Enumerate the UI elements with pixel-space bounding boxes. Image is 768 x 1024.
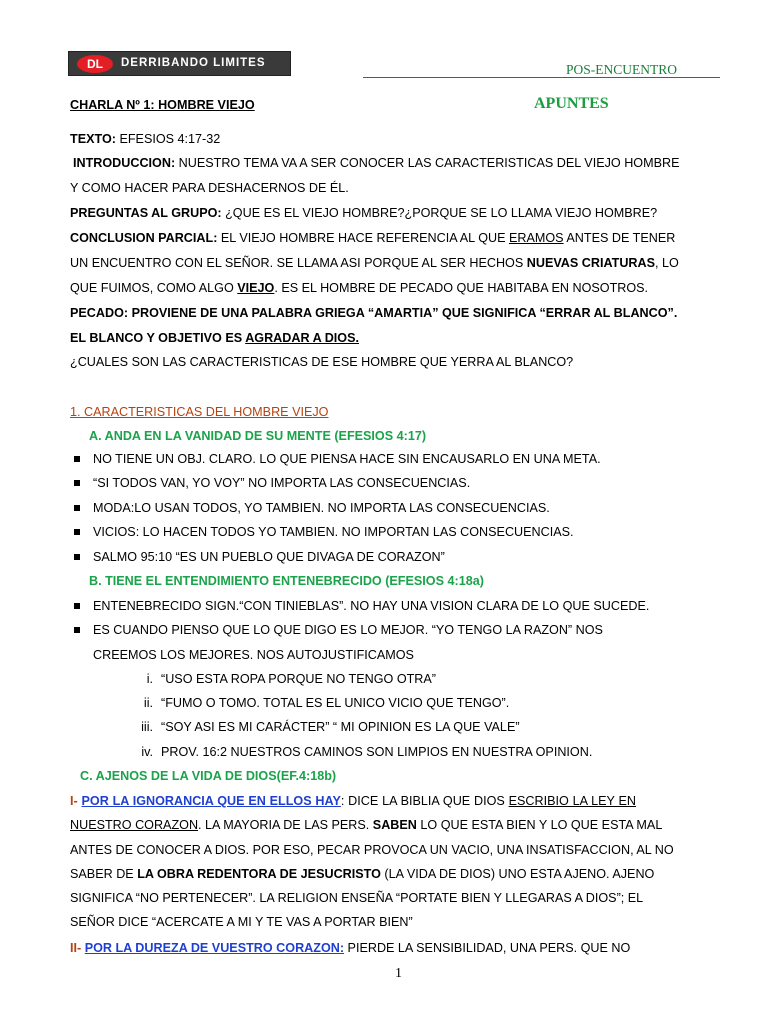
paragraph-text: SABER DE [70, 867, 138, 881]
roman-numeral: iv. [141, 745, 153, 759]
preguntas-label: PREGUNTAS AL GRUPO: [70, 206, 222, 220]
roman-item: “USO ESTA ROPA PORQUE NO TENGO OTRA” [161, 672, 437, 686]
conclusion-text: . ES EL HOMBRE DE PECADO QUE HABITABA EN NOSOTROS. [274, 281, 649, 295]
conclusion-text: ANTES DE TENER [563, 231, 676, 245]
c-paragraph-line-6: SEÑOR DICE “ACERCATE A MI Y TE VAS A PORTAR BIEN” [70, 915, 413, 929]
bullet-marker [74, 554, 80, 560]
agradar-a-dios-underlined: AGRADAR A DIOS. [245, 331, 359, 345]
bullet-item: MODA:LO USAN TODOS, YO TAMBIEN. NO IMPORTA LAS CONSECUENCIAS. [93, 501, 550, 515]
conclusion-text: QUE FUIMOS, COMO ALGO [70, 281, 238, 295]
obra-redentora-bold: LA OBRA REDENTORA DE JESUCRISTO [137, 867, 381, 881]
section-b-title: B. TIENE EL ENTENDIMIENTO ENTENEBRECIDO (EFESIOS 4:18a) [89, 574, 484, 588]
bullet-item: “SI TODOS VAN, YO VOY” NO IMPORTA LAS CONSECUENCIAS. [93, 476, 471, 490]
roman-numeral: i. [146, 672, 153, 686]
intro-line-2: Y COMO HACER PARA DESHACERNOS DE ÉL. [70, 181, 349, 195]
bullet-item-continued: CREEMOS LOS MEJORES. NOS AUTOJUSTIFICAMOS [93, 648, 414, 662]
apuntes-heading: APUNTES [534, 95, 609, 112]
saben-bold: SABEN [372, 818, 417, 832]
bullet-marker [74, 603, 80, 609]
conclusion-text: , LO [655, 256, 679, 270]
bullet-item: ES CUANDO PIENSO QUE LO QUE DIGO ES LO MEJOR. “YO TENGO LA RAZON” NOS [93, 623, 603, 637]
roman-prefix: I- [70, 794, 82, 808]
section-c-title: C. AJENOS DE LA VIDA DE DIOS(EF.4:18b) [80, 769, 337, 783]
roman-prefix: II- [70, 941, 85, 955]
logo [68, 51, 291, 76]
section-a-title: A. ANDA EN LA VANIDAD DE SU MENTE (EFESIOS 4:17) [89, 429, 427, 443]
bullet-marker [74, 480, 80, 486]
underlined-text: ESCRIBIO LA LEY EN [508, 794, 636, 808]
preguntas-value: ¿QUE ES EL VIEJO HOMBRE?¿PORQUE SE LO LLAMA VIEJO HOMBRE? [221, 206, 658, 220]
paragraph-text: (LA VIDA DE DIOS) UNO ESTA AJENO. AJENO [380, 867, 655, 881]
c-paragraph-line-5: SIGNIFICA “NO PERTENECER”. LA RELIGION ENSEÑA “PORTATE BIEN Y LLEGARAS A DIOS”; EL [70, 891, 644, 905]
intro-line-1 [73, 156, 680, 170]
c-paragraph-line-3: ANTES DE CONOCER A DIOS. POR ESO, PECAR PROVOCA UN VACIO, UNA INSATISFACCION, AL NO [70, 843, 674, 857]
bullet-item: NO TIENE UN OBJ. CLARO. LO QUE PIENSA HACE SIN ENCAUSARLO EN UNA META. [93, 452, 601, 466]
bullet-marker [74, 505, 80, 511]
intro-label: INTRODUCCION: [73, 156, 176, 170]
bullet-item: VICIOS: LO HACEN TODOS YO TAMBIEN. NO IMPORTAN LAS CONSECUENCIAS. [93, 525, 574, 539]
bullet-marker [74, 529, 80, 535]
bullet-item: ENTENEBRECIDO SIGN.“CON TINIEBLAS”. NO HAY UNA VISION CLARA DE LO QUE SUCEDE. [93, 599, 650, 613]
underlined-text: NUESTRO CORAZON [70, 818, 199, 832]
logo-text: DERRIBANDO LIMITES [121, 57, 266, 69]
page-number: 1 [395, 966, 402, 981]
conclusion-line-3 [70, 281, 648, 295]
roman-numeral: iii. [141, 720, 153, 734]
c-paragraph-line-2 [70, 818, 663, 832]
dureza-link[interactable]: POR LA DUREZA DE VUESTRO CORAZON: [84, 941, 345, 955]
central-question: ¿CUALES SON LAS CARACTERISTICAS DE ESE HOMBRE QUE YERRA AL BLANCO? [70, 355, 574, 369]
bullet-marker [74, 627, 80, 633]
section-1-title: 1. CARACTERISTICAS DEL HOMBRE VIEJO [70, 405, 329, 419]
roman-item: “SOY ASI ES MI CARÁCTER” “ MI OPINION ES LA QUE VALE” [161, 720, 520, 734]
paragraph-text: . LA MAYORIA DE LAS PERS. [198, 818, 373, 832]
c-paragraph-2-line-1 [70, 941, 630, 955]
roman-numeral: ii. [143, 696, 153, 710]
c-paragraph-line-4 [70, 867, 655, 881]
intro-text-1: NUESTRO TEMA VA A SER CONOCER LAS CARACTERISTICAS DEL VIEJO HOMBRE [175, 156, 680, 170]
conclusion-label: CONCLUSION PARCIAL: [70, 231, 218, 245]
bullet-marker [74, 456, 80, 462]
conclusion-line-2 [70, 256, 679, 270]
viejo-underlined: VIEJO [237, 281, 275, 295]
paragraph-text: PIERDE LA SENSIBILIDAD, UNA PERS. QUE NO [344, 941, 631, 955]
ignorancia-link[interactable]: POR LA IGNORANCIA QUE EN ELLOS HAY [81, 794, 341, 808]
page-title: CHARLA Nº 1: HOMBRE VIEJO [70, 98, 255, 112]
logo-mark: DL [77, 55, 113, 73]
conclusion-text: EL VIEJO HOMBRE HACE REFERENCIA AL QUE [217, 231, 509, 245]
c-paragraph-line-1 [70, 794, 636, 808]
roman-item: PROV. 16:2 NUESTROS CAMINOS SON LIMPIOS EN NUESTRA OPINION. [161, 745, 593, 759]
pecado-line-2 [70, 331, 359, 345]
texto-value: EFESIOS 4:17-32 [115, 132, 221, 146]
texto-label: TEXTO: [70, 132, 116, 146]
conclusion-text: UN ENCUENTRO CON EL SEÑOR. SE LLAMA ASI PORQUE AL SER HECHOS [70, 256, 527, 270]
conclusion-line-1 [70, 231, 676, 245]
paragraph-text: LO QUE ESTA BIEN Y LO QUE ESTA MAL [416, 818, 663, 832]
roman-item: “FUMO O TOMO. TOTAL ES EL UNICO VICIO QUE TENGO”. [161, 696, 510, 710]
preguntas-line [70, 206, 657, 220]
pecado-line-1: PECADO: PROVIENE DE UNA PALABRA GRIEGA “AMARTIA” QUE SIGNIFICA “ERRAR AL BLANCO”. [70, 306, 678, 320]
nuevas-criaturas-bold: NUEVAS CRIATURAS [526, 256, 656, 270]
pecado-text: EL BLANCO Y OBJETIVO ES [70, 331, 246, 345]
texto-line [70, 132, 220, 146]
pos-encuentro-label: POS-ENCUENTRO [566, 62, 678, 77]
eramos-underlined: ERAMOS [508, 231, 564, 245]
bullet-item: SALMO 95:10 “ES UN PUEBLO QUE DIVAGA DE CORAZON” [93, 550, 445, 564]
paragraph-text: : DICE LA BIBLIA QUE DIOS [340, 794, 509, 808]
